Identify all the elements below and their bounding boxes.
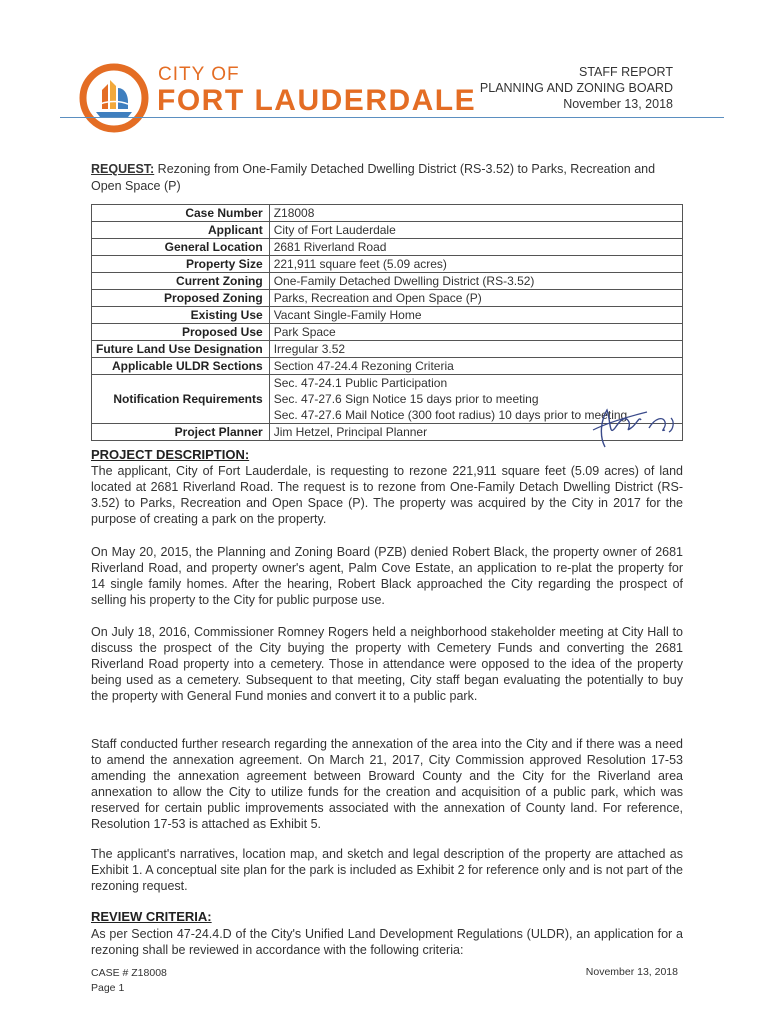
row-value: 2681 Riverland Road — [269, 239, 682, 256]
request-text: Rezoning from One-Family Detached Dwelling District (RS-3.52) to Parks, Recreation and Open Space (P) — [91, 162, 656, 193]
row-value: Parks, Recreation and Open Space (P) — [269, 290, 682, 307]
row-label: Notification Requirements — [92, 375, 270, 424]
row-label: Proposed Use — [92, 324, 270, 341]
request-line — [91, 161, 683, 195]
request-label: REQUEST: — [91, 162, 155, 176]
table-row — [92, 341, 683, 358]
report-title: STAFF REPORT — [579, 65, 673, 79]
row-value: Vacant Single-Family Home — [269, 307, 682, 324]
row-value: City of Fort Lauderdale — [269, 222, 682, 239]
board-name: PLANNING AND ZONING BOARD — [479, 81, 673, 95]
logo-city-of: CITY OF — [158, 64, 240, 85]
description-paragraph: On July 18, 2016, Commissioner Romney Rogers held a neighborhood stakeholder meeting at City Hall to discuss the prospect of the City buying the property with Cemetery Funds and converting the 2681 Riverland Road property into a cemetery. Those in attendance were opposed to the idea of the property being used as a cemetery. Subsequent to that meeting, City staff began evaluating the potentially to buy the property with General Fund monies and convert it to a public park. — [91, 625, 683, 703]
row-value: Jim Hetzel, Principal Planner — [269, 424, 682, 441]
row-label: General Location — [92, 239, 270, 256]
table-row — [92, 205, 683, 222]
row-label: Applicant — [92, 222, 270, 239]
project-description-heading: PROJECT DESCRIPTION: — [91, 447, 250, 462]
review-criteria-heading: REVIEW CRITERIA: — [91, 909, 212, 924]
row-label: Existing Use — [92, 307, 270, 324]
review-criteria-text: As per Section 47-24.4.D of the City's Unified Land Development Regulations (ULDR), an application for a rezoning shall be reviewed in accordance with the following criteria: — [91, 927, 683, 957]
row-value: One-Family Detached Dwelling District (RS-3.52) — [269, 273, 682, 290]
row-value: Park Space — [269, 324, 682, 341]
footer-date: November 13, 2018 — [585, 966, 678, 978]
handwritten-signature — [585, 402, 685, 452]
row-value: Z18008 — [269, 205, 682, 222]
header-divider — [60, 117, 724, 118]
row-label: Proposed Zoning — [92, 290, 270, 307]
footer-case-info — [91, 966, 167, 996]
row-label: Property Size — [92, 256, 270, 273]
row-label: Future Land Use Designation — [92, 341, 270, 358]
logo-city-name: FORT LAUDERDALE — [157, 84, 477, 117]
row-value: 221,911 square feet (5.09 acres) — [269, 256, 682, 273]
table-row — [92, 239, 683, 256]
table-row — [92, 358, 683, 375]
row-label: Case Number — [92, 205, 270, 222]
report-header — [480, 64, 673, 112]
description-paragraph: On May 20, 2015, the Planning and Zoning Board (PZB) denied Robert Black, the property owner of 2681 Riverland Road, and property owner's agent, Palm Cove Estate, an application to re-plat the property for 14 single family homes. After the hearing, Robert Black approached the City regarding the prospect of selling his property to the City for public purpose use. — [91, 545, 683, 607]
report-date: November 13, 2018 — [563, 97, 673, 111]
table-row — [92, 324, 683, 341]
city-logo-icon — [78, 62, 150, 134]
table-row — [92, 290, 683, 307]
table-row — [92, 273, 683, 290]
notification-line: Sec. 47-27.6 Mail Notice (300 foot radius) 10 days prior to meeting — [273, 408, 628, 422]
description-paragraph: The applicant, City of Fort Lauderdale, is requesting to rezone 221,911 square feet (5.09 acres) of land located at 2681 Riverland Road. The request is to rezone from One-Family Detach Dwelling District (RS-3.52) to Parks, Recreation and Open Space (P). The property was acquired by the City in 2017 for the purpose of creating a park on the property. — [91, 464, 683, 526]
notification-line: Sec. 47-24.1 Public Participation — [273, 376, 448, 390]
row-value: Irregular 3.52 — [269, 341, 682, 358]
notification-line: Sec. 47-27.6 Sign Notice 15 days prior to meeting — [273, 392, 539, 406]
description-paragraph: The applicant's narratives, location map, and sketch and legal description of the property are attached as Exhibit 1. A conceptual site plan for the park is included as Exhibit 2 for reference only and is not part of the rezoning request. — [91, 847, 683, 893]
row-label: Applicable ULDR Sections — [92, 358, 270, 375]
row-value: Section 47-24.4 Rezoning Criteria — [269, 358, 682, 375]
table-row — [92, 307, 683, 324]
description-paragraph: Staff conducted further research regarding the annexation of the area into the City and if there was a need to amend the annexation agreement. On March 21, 2017, City Commission approved Resolution 17-53 amending the annexation agreement between Broward County and the City for the Riverland area annexation to allow the City to utilize funds for the creation and acquisition of a public park, which was reserved for certain public improvements associated with the annexation of County land. For reference, Resolution 17-53 is attached as Exhibit 5. — [91, 737, 683, 831]
row-label: Current Zoning — [92, 273, 270, 290]
footer-page-number: Page 1 — [91, 982, 125, 994]
footer-case-number: CASE # Z18008 — [91, 967, 167, 979]
row-label: Project Planner — [92, 424, 270, 441]
table-row — [92, 222, 683, 239]
table-row — [92, 256, 683, 273]
